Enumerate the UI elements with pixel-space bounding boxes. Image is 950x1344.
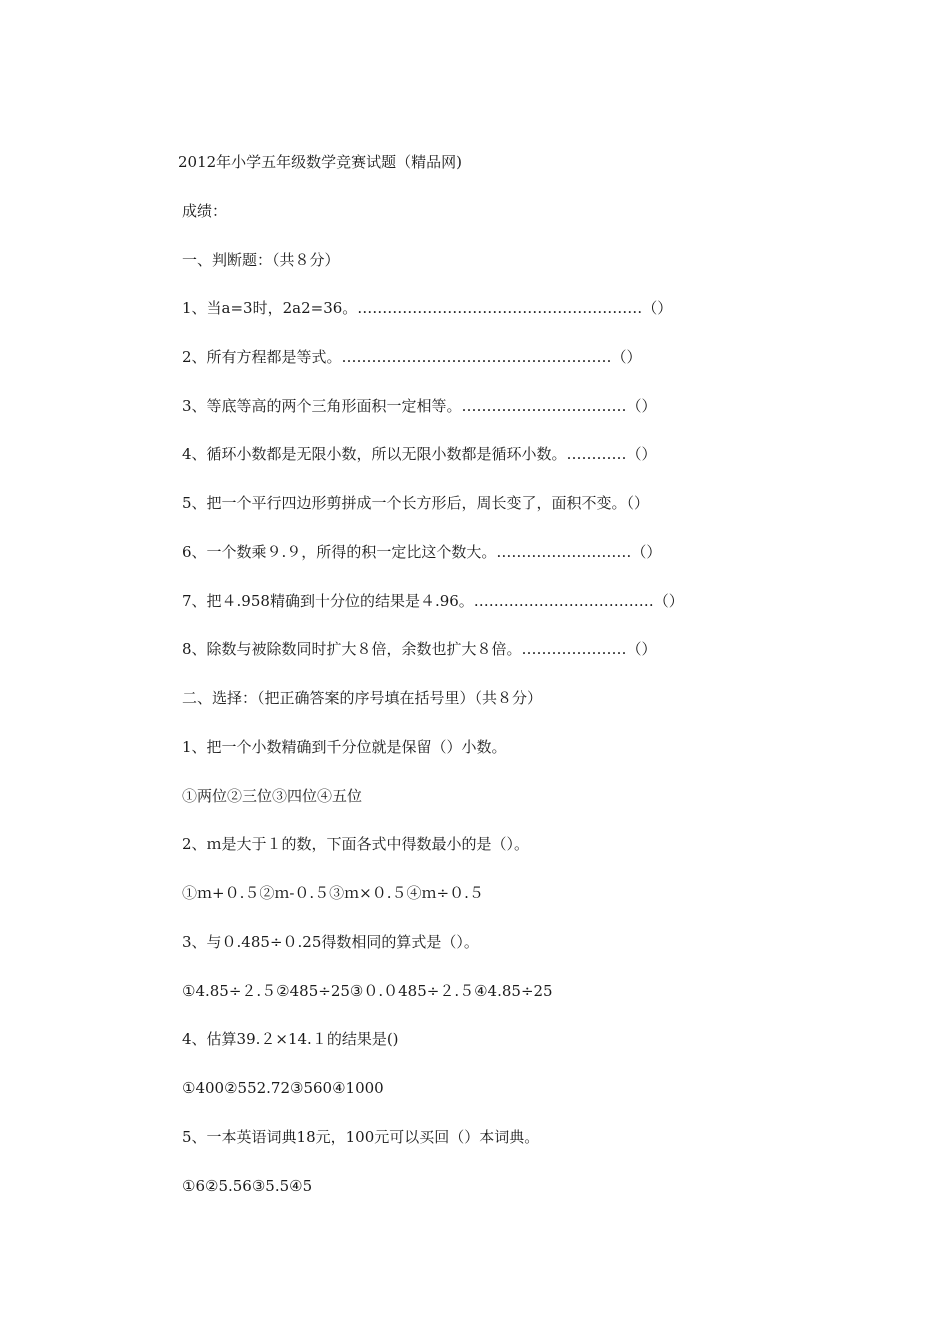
- section2-options: ①400②552.72③560④1000: [182, 1079, 384, 1097]
- section2-question: 1、把一个小数精确到千分位就是保留（）小数。: [182, 738, 507, 756]
- section2-question: 5、一本英语词典18元，100元可以买回（）本词典。: [182, 1128, 540, 1146]
- section2-options: ①ｍ+０.５②ｍ-０.５③ｍ×０.５④ｍ÷０.５: [182, 884, 484, 902]
- section2-question: 3、与０.485÷０.25得数相同的算式是（）。: [182, 933, 479, 951]
- section2-question: 2、ｍ是大于１的数，下面各式中得数最小的是（）。: [182, 835, 530, 853]
- section1-item: 4、循环小数都是无限小数，所以无限小数都是循环小数。…………（）: [182, 445, 657, 463]
- section1-item: 8、除数与被除数同时扩大８倍，余数也扩大８倍。…………………（）: [182, 640, 657, 658]
- section1-item: 1、当a=3时，2a2=36。…………………………………………………（）: [182, 299, 673, 317]
- section1-item: 5、把一个平行四边形剪拼成一个长方形后，周长变了，面积不变。（）: [182, 494, 650, 512]
- section1-heading: 一、判断题：（共８分）: [182, 251, 340, 269]
- section1-item: 2、所有方程都是等式。………………………………………………（）: [182, 348, 642, 366]
- section1-item: 7、把４.958精确到十分位的结果是４.96。………………………………（）: [182, 592, 684, 610]
- score-label: 成绩：: [182, 202, 228, 220]
- section1-item: 3、等底等高的两个三角形面积一定相等。……………………………（）: [182, 397, 657, 415]
- section2-heading: 二、选择：（把正确答案的序号填在括号里）（共８分）: [182, 689, 543, 707]
- section1-item: 6、一个数乘９.９，所得的积一定比这个数大。………………………（）: [182, 543, 662, 561]
- section2-options: ①两位②三位③四位④五位: [182, 787, 363, 805]
- section2-question: 4、估算39.２×14.１的结果是(): [182, 1030, 399, 1048]
- section2-options: ①6②5.56③5.5④5: [182, 1177, 313, 1195]
- document-title: 2012年小学五年级数学竞赛试题（精品网): [178, 153, 463, 171]
- section2-options: ①4.85÷２.５②485÷25③０.０485÷２.５④4.85÷25: [182, 982, 553, 1000]
